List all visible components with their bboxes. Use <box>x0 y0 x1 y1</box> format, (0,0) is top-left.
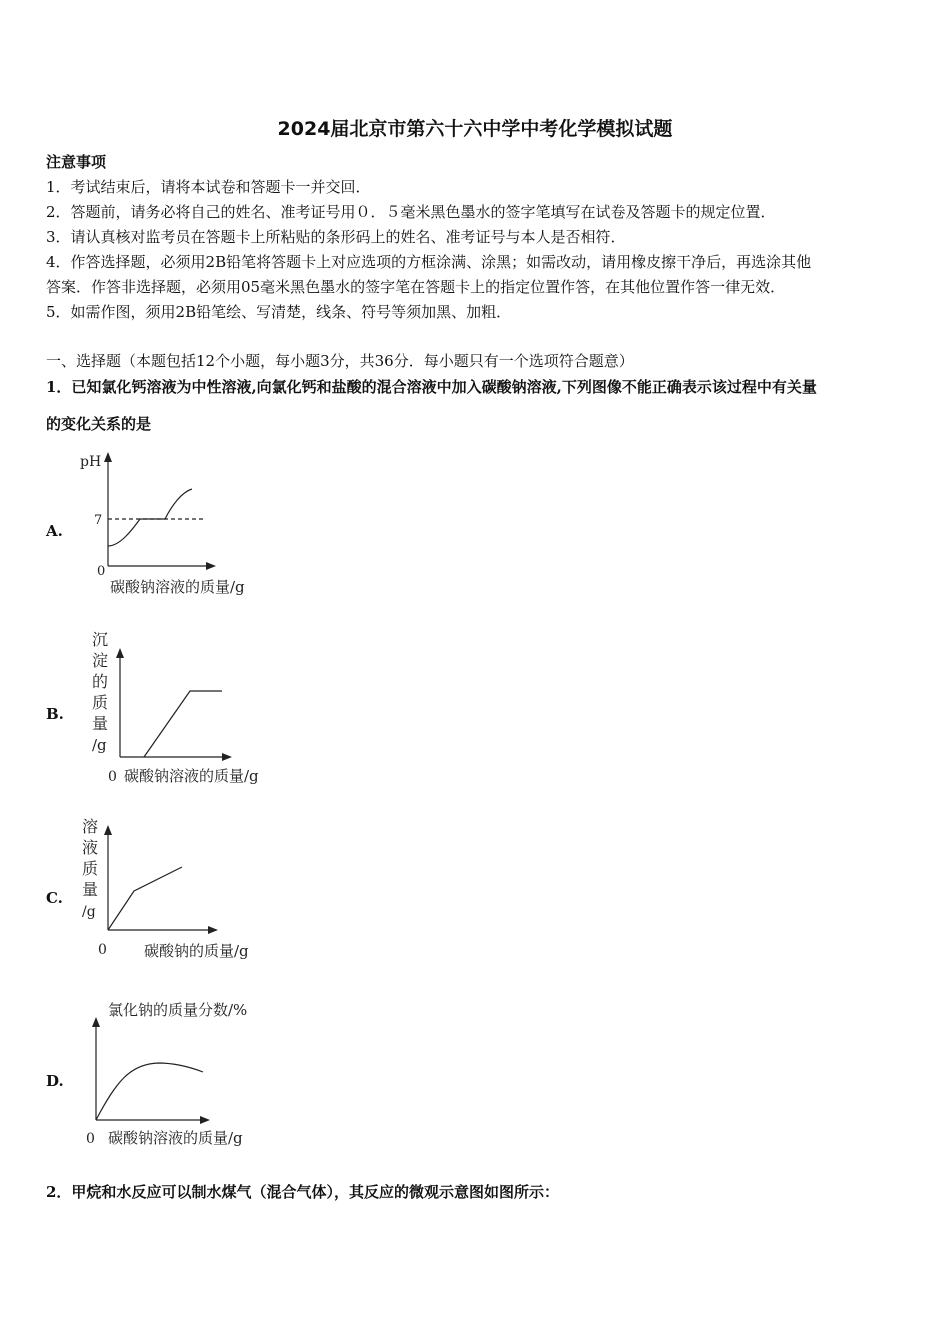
graph-a-y-label: pH <box>80 454 102 470</box>
graph-c-y-label: 质 <box>82 859 99 878</box>
option-c-label: C. <box>46 889 63 907</box>
graph-c-y-label: /g <box>82 904 96 920</box>
page-title: 2024届北京市第六十六中学中考化学模拟试题 <box>277 118 673 140</box>
graph-d-origin: 0 <box>86 1131 95 1147</box>
notice-item: 答案．作答非选择题，必须用05毫米黑色墨水的签字笔在答题卡上的指定位置作答，在其他位置作答一律无效． <box>46 278 786 296</box>
graph-b-origin: 0 <box>108 769 117 785</box>
option-d-label: D. <box>46 1072 64 1090</box>
graph-a-y-arrow <box>104 452 112 462</box>
graph-d-y-label: 氯化钠的质量分数/% <box>108 1001 248 1019</box>
graph-a-origin: 0 <box>97 564 106 579</box>
graph-a-x-label: 碳酸钠溶液的质量/g <box>110 578 245 596</box>
graph-a-7-tick: 7 <box>94 513 103 528</box>
graph-c <box>104 825 218 934</box>
graph-b-x-arrow <box>222 753 232 761</box>
graph-b-y-label: 质 <box>92 693 109 712</box>
section-heading: 一、选择题（本题包括12个小题，每小题3分，共36分．每小题只有一个选项符合题意） <box>46 352 634 370</box>
graph-d-x-arrow <box>200 1116 210 1124</box>
option-a-label: A. <box>46 522 63 540</box>
notice-heading: 注意事项 <box>46 153 107 171</box>
graph-d-x-label: 碳酸钠溶液的质量/g <box>108 1129 243 1147</box>
graph-b-y-arrow <box>116 648 124 658</box>
graph-a-curve <box>108 489 192 546</box>
graph-b-curve <box>144 691 222 757</box>
graph-b-y-label: 的 <box>92 672 109 691</box>
graph-d <box>92 1017 210 1124</box>
graph-d-y-arrow <box>92 1017 100 1027</box>
option-b-label: B. <box>46 705 64 723</box>
question-1-text: 1．已知氯化钙溶液为中性溶液,向氯化钙和盐酸的混合溶液中加入碳酸钠溶液,下列图像不能正确表示该过程中有关量 <box>46 378 817 396</box>
graph-c-curve <box>108 867 182 930</box>
graph-d-curve <box>96 1063 203 1120</box>
notice-item: 1．考试结束后，请将本试卷和答题卡一并交回． <box>46 178 371 196</box>
graph-a-x-arrow <box>206 562 216 570</box>
graph-c-origin: 0 <box>98 942 107 958</box>
notice-item: 5．如需作图，须用2B铅笔绘、写清楚，线条、符号等须加黑、加粗． <box>46 303 512 321</box>
graph-b-x-label: 碳酸钠溶液的质量/g <box>124 767 259 785</box>
graph-b-y-label: 沉 <box>92 630 109 649</box>
graph-c-y-label: 溶 <box>82 817 99 836</box>
graph-a <box>104 452 216 570</box>
question-2-text: 2．甲烷和水反应可以制水煤气（混合气体），其反应的微观示意图如图所示： <box>46 1183 559 1201</box>
graph-c-y-label: 量 <box>82 880 99 899</box>
graph-c-x-arrow <box>208 926 218 934</box>
graph-b-y-label: 淀 <box>92 651 109 670</box>
graph-c-x-label: 碳酸钠的质量/g <box>144 942 249 960</box>
notice-item: 3．请认真核对监考员在答题卡上所粘贴的条形码上的姓名、准考证号与本人是否相符． <box>46 228 626 246</box>
question-1-text-cont: 的变化关系的是 <box>46 415 152 433</box>
graph-b-y-label: 量 <box>92 714 109 733</box>
graph-c-y-arrow <box>104 825 112 835</box>
notice-item: 4．作答选择题，必须用2B铅笔将答题卡上对应选项的方框涂满、涂黑；如需改动，请用橡皮擦干净后，再选涂其他 <box>46 253 812 271</box>
graph-b-y-label: /g <box>92 736 107 754</box>
graph-b <box>116 648 232 761</box>
notice-item: 2．答题前，请务必将自己的姓名、准考证号用０．５毫米黑色墨水的签字笔填写在试卷及答题卡的规定位置． <box>46 203 776 221</box>
graph-c-y-label: 液 <box>82 838 99 857</box>
